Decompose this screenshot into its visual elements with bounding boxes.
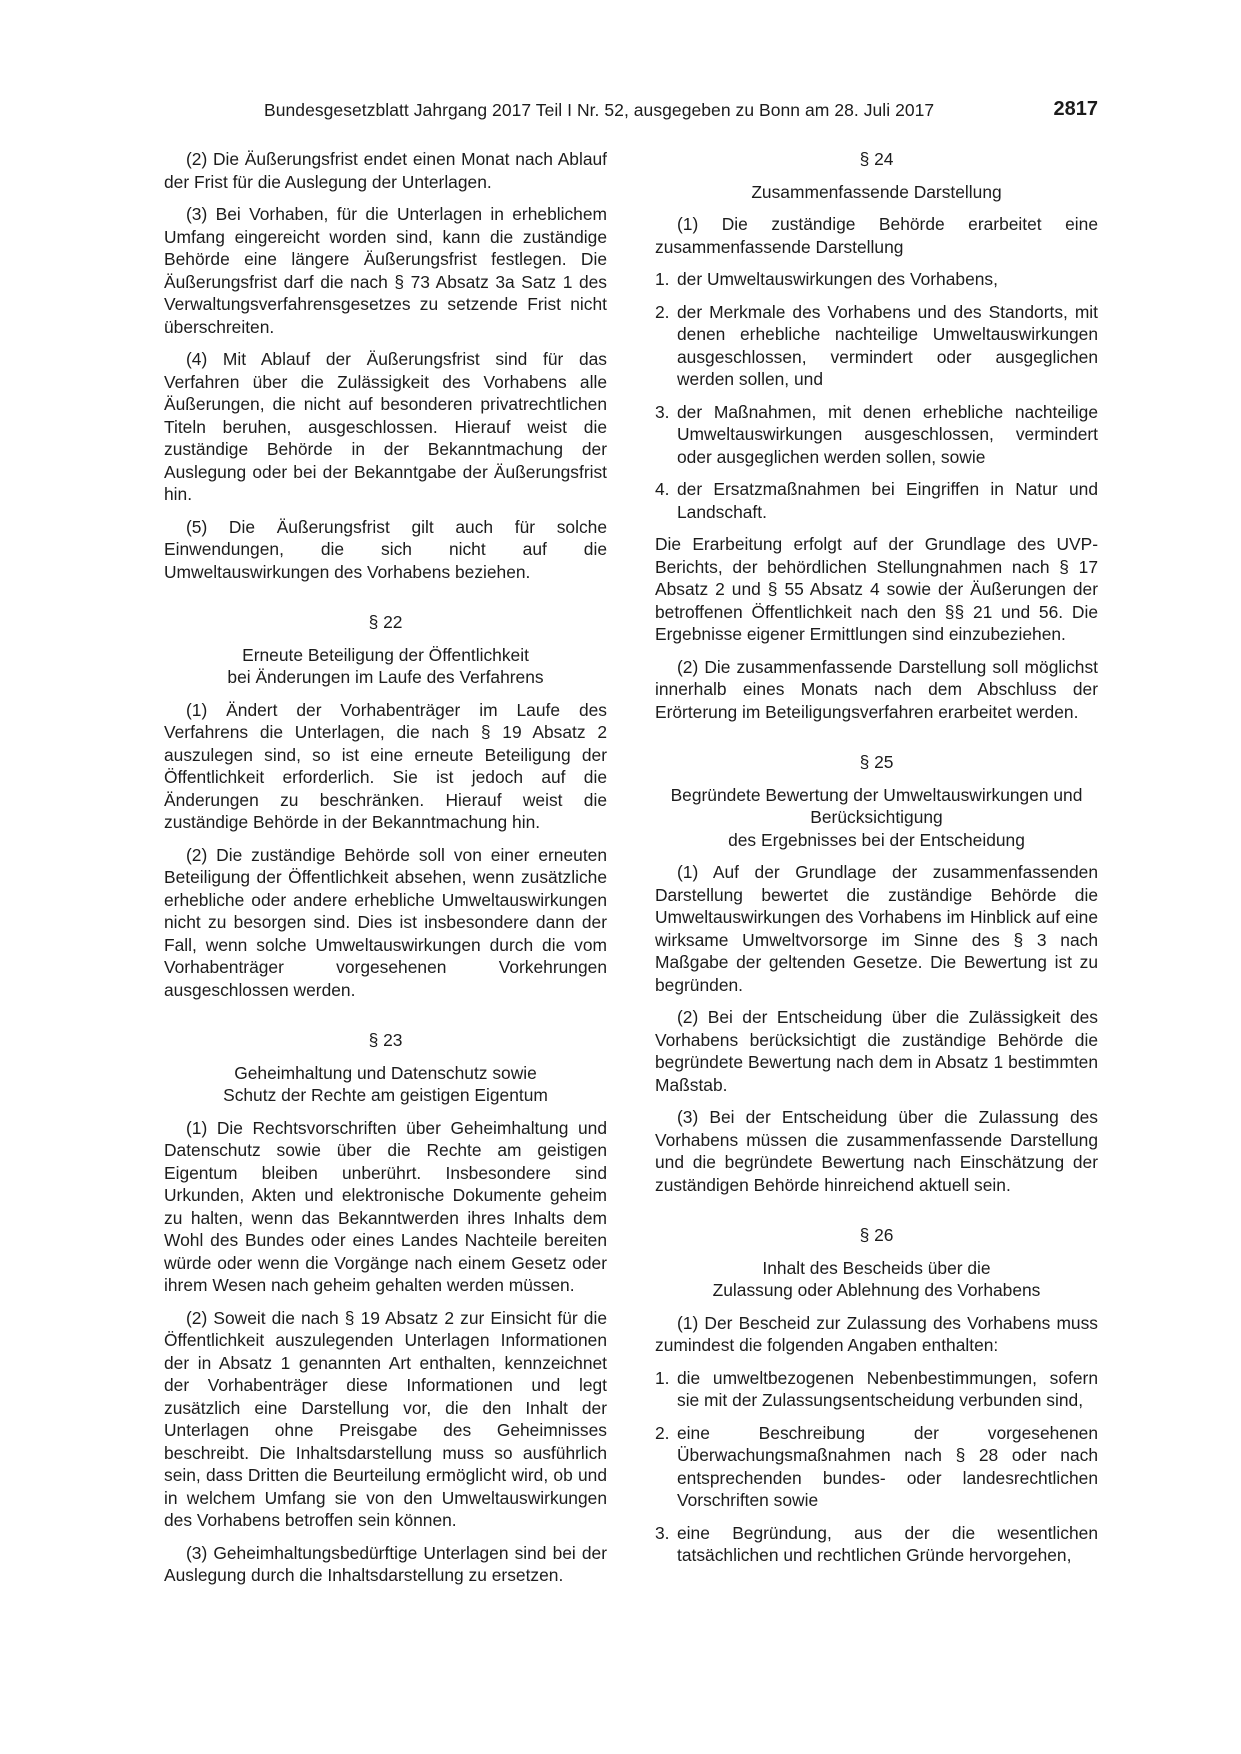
s24-list — [655, 268, 1098, 523]
list-text: die umweltbezogenen Nebenbestimmungen, sofern sie mit der Zulassungsentscheidung verbunden sind, — [677, 1367, 1098, 1410]
list-item — [655, 401, 1098, 469]
paragraph: (1) Ändert der Vorhabenträger im Laufe des Verfahrens die Unterlagen, die nach § 19 Absatz 2 auszulegen sind, so ist eine erneute Beteiligung der Öffentlichkeit erforderlich. Sie ist jedoch auf die Änderungen zu beschränken. Hierauf weist die zuständige Behörde in der Bekanntmachung hin. — [164, 699, 607, 832]
left-column — [164, 148, 607, 1597]
list-text: der Ersatzmaßnahmen bei Eingriffen in Natur und Landschaft. — [677, 479, 1098, 522]
list-text: der Merkmale des Vorhabens und des Standorts, mit denen erhebliche nachteilige Umweltauswirkungen ausgeschlossen, vermindert oder ausgeglichen werden sollen, und — [677, 301, 1098, 389]
list-item — [655, 268, 1098, 291]
list-item — [655, 1522, 1098, 1567]
paragraph: (1) Die zuständige Behörde erarbeitet eine zusammenfassende Darstellung — [655, 214, 1098, 257]
list-number: 1. — [655, 269, 670, 289]
list-number: 1. — [655, 1367, 670, 1388]
paragraph: (3) Geheimhaltungsbedürftige Unterlagen sind bei der Auslegung durch die Inhaltsdarstellung zu ersetzen. — [164, 1542, 607, 1585]
section-title-23: Geheimhaltung und Datenschutz sowie Schutz der Rechte am geistigen Eigentum — [223, 1062, 548, 1105]
gazette-title: Bundesgesetzblatt Jahrgang 2017 Teil I Nr. 52, ausgegeben zu Bonn am 28. Juli 2017 — [264, 100, 935, 120]
list-item — [655, 1422, 1098, 1512]
section-title-25: Begründete Bewertung der Umweltauswirkungen und Berücksichtigung des Ergebnisses bei der Entscheidung — [670, 784, 1083, 850]
section-title-22: Erneute Beteiligung der Öffentlichkeit bei Änderungen im Laufe des Verfahrens — [227, 644, 544, 687]
list-number: 4. — [655, 479, 670, 499]
section-number-23: § 23 — [368, 1030, 403, 1050]
paragraph: (3) Bei der Entscheidung über die Zulassung des Vorhabens müssen die zusammenfassende Darstellung und die begründete Bewertung nach Einschätzung der zuständigen Behörde hinreichend aktuell sein. — [655, 1107, 1098, 1195]
section-title-24: Zusammenfassende Darstellung — [751, 181, 1002, 202]
page-header — [264, 98, 1098, 124]
paragraph: (2) Bei der Entscheidung über die Zulässigkeit des Vorhabens berücksichtigt die zuständige Behörde die begründete Bewertung nach dem in Absatz 1 bestimmten Maßstab. — [655, 1007, 1098, 1095]
list-text: der Umweltauswirkungen des Vorhabens, — [677, 269, 998, 289]
list-text: eine Beschreibung der vorgesehenen Überwachungsmaßnahmen nach § 28 oder nach entsprechenden bundes- oder landesrechtlichen Vorschriften sowie — [677, 1422, 1098, 1510]
section-title-26: Inhalt des Bescheids über die Zulassung oder Ablehnung des Vorhabens — [712, 1257, 1041, 1300]
list-number: 3. — [655, 1522, 670, 1543]
page-number: 2817 — [1053, 98, 1098, 120]
section-number-25: § 25 — [859, 752, 894, 772]
paragraph: (2) Soweit die nach § 19 Absatz 2 zur Einsicht für die Öffentlichkeit auszulegenden Unterlagen Informationen der in Absatz 1 genannten Art enthalten, kennzeichnet der Vorhabenträger diese Informationen und legt zusätzlich eine Darstellung vor, die den Inhalt der Unterlagen ohne Preisgabe des Geheimnisses beschreibt. Die Inhaltsdarstellung muss so ausführlich sein, dass Dritten die Beurteilung ermöglicht wird, ob und in welchem Umfang sie von den Umweltauswirkungen des Vorhabens betroffen sein können. — [164, 1307, 607, 1530]
paragraph: (2) Die zusammenfassende Darstellung soll möglichst innerhalb eines Monats nach dem Abschluss der Erörterung im Beteiligungsverfahren erarbeitet werden. — [655, 656, 1098, 722]
paragraph: (1) Der Bescheid zur Zulassung des Vorhabens muss zumindest die folgenden Angaben enthalten: — [655, 1312, 1098, 1355]
paragraph: (1) Auf der Grundlage der zusammenfassenden Darstellung bewertet die zuständige Behörde die Umweltauswirkungen des Vorhabens im Hinblick auf eine wirksame Umweltvorsorge im Sinne des § 3 nach Maßgabe der geltenden Gesetze. Die Bewertung ist zu begründen. — [655, 862, 1098, 995]
section-number-24: § 24 — [859, 149, 894, 169]
section-number-22: § 22 — [368, 612, 403, 632]
s26-list — [655, 1367, 1098, 1567]
list-number: 3. — [655, 401, 670, 422]
paragraph: (3) Bei Vorhaben, für die Unterlagen in erheblichem Umfang eingereicht worden sind, kann die zuständige Behörde eine längere Äußerungsfrist festlegen. Die Äußerungsfrist darf die nach § 73 Absatz 3a Satz 1 des Verwaltungsverfahrensgesetzes zu setzende Frist nicht überschreiten. — [164, 204, 607, 337]
paragraph: (4) Mit Ablauf der Äußerungsfrist sind für das Verfahren über die Zulässigkeit des Vorhabens alle Äußerungen, die nicht auf besonderen privatrechtlichen Titeln beruhen, ausgeschlossen. Hierauf weist die zuständige Behörde in der Bekanntmachung der Auslegung oder bei der Bekanntgabe der Äußerungsfrist hin. — [164, 349, 607, 504]
list-number: 2. — [655, 1422, 670, 1443]
list-item — [655, 478, 1098, 523]
paragraph: (5) Die Äußerungsfrist gilt auch für solche Einwendungen, die sich nicht auf die Umweltauswirkungen des Vorhabens beziehen. — [164, 516, 607, 582]
paragraph: (2) Die zuständige Behörde soll von einer erneuten Beteiligung der Öffentlichkeit absehen, wenn zusätzliche erhebliche oder andere erhebliche Umweltauswirkungen nicht zu besorgen sind. Dies ist insbesondere dann der Fall, wenn solche Umweltauswirkungen durch die vom Vorhabenträger vorgesehenen Vorkehrungen ausgeschlossen werden. — [164, 844, 607, 1000]
paragraph: (2) Die Äußerungsfrist endet einen Monat nach Ablauf der Frist für die Auslegung der Unterlagen. — [164, 149, 607, 192]
paragraph: (1) Die Rechtsvorschriften über Geheimhaltung und Datenschutz sowie über die Rechte am geistigen Eigentum bleiben unberührt. Insbesondere sind Urkunden, Akten und elektronische Dokumente geheim zu halten, wenn das Bekanntwerden ihres Inhalts dem Wohl des Bundes oder eines Landes Nachteile bereiten würde oder wenn die Vorgänge nach einem Gesetz oder ihrem Wesen nach geheim gehalten werden müssen. — [164, 1117, 607, 1295]
paragraph: Die Erarbeitung erfolgt auf der Grundlage des UVP-Berichts, der behördlichen Stellungnahmen nach § 17 Absatz 2 und § 55 Absatz 4 sowie der Äußerungen der betroffenen Öffentlichkeit nach den §§ 21 und 56. Die Ergebnisse eigener Ermittlungen sind einzubeziehen. — [655, 534, 1098, 644]
list-text: eine Begründung, aus der die wesentlichen tatsächlichen und rechtlichen Gründe hervorgehen, — [677, 1522, 1098, 1565]
right-column — [655, 148, 1098, 1577]
list-item — [655, 301, 1098, 391]
list-item — [655, 1367, 1098, 1412]
list-text: der Maßnahmen, mit denen erhebliche nachteilige Umweltauswirkungen ausgeschlossen, vermindert oder ausgeglichen werden sollen, sowie — [677, 401, 1098, 467]
list-number: 2. — [655, 301, 670, 322]
section-number-26: § 26 — [859, 1225, 894, 1245]
